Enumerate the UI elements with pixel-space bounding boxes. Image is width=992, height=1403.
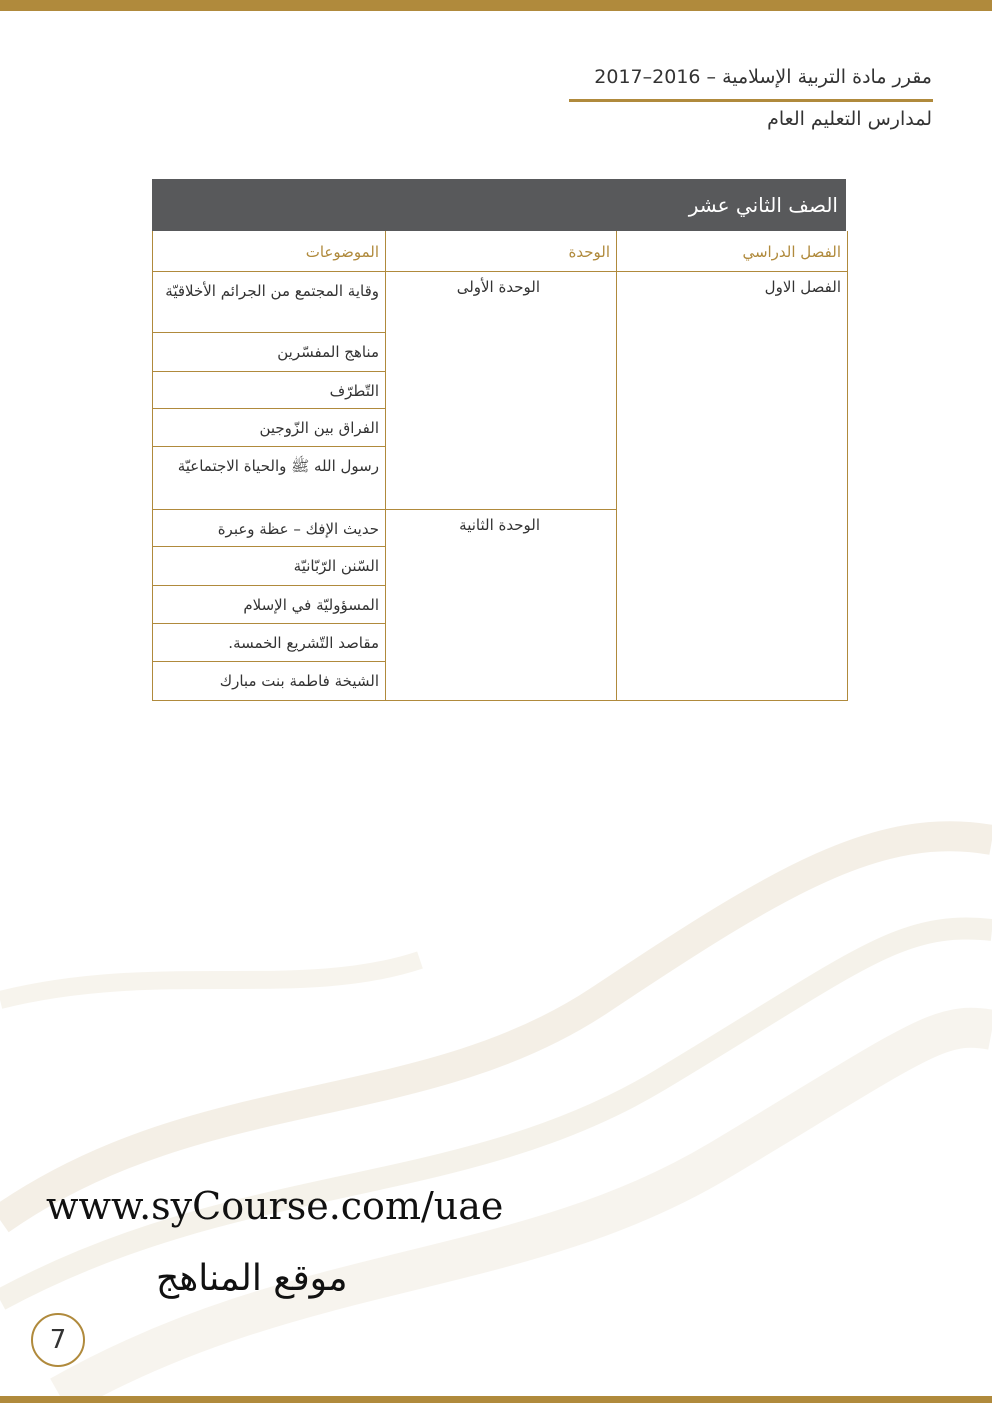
topic-cell: حديث الإفك – عظة وعبرة xyxy=(153,510,386,547)
topic-cell: مناهج المفسّرين xyxy=(153,333,386,372)
background-wave-decoration xyxy=(0,700,992,1396)
column-header-row xyxy=(153,231,848,272)
curriculum-table xyxy=(152,179,846,701)
term-cell: الفصل الاول xyxy=(617,272,848,701)
topic-cell: الشيخة فاطمة بنت مبارك xyxy=(153,662,386,701)
topic-cell: السّنن الرّبّانيّة xyxy=(153,547,386,586)
topic-cell: الفراق بين الزّوجين xyxy=(153,409,386,447)
site-name: موقع المناهج xyxy=(156,1258,348,1299)
top-accent-bar xyxy=(0,0,992,11)
column-header-term: الفصل الدراسي xyxy=(617,231,848,272)
topic-cell: وقاية المجتمع من الجرائم الأخلاقيّة xyxy=(153,272,386,333)
topics-table xyxy=(152,231,848,701)
topic-cell: مقاصد التّشريع الخمسة. xyxy=(153,624,386,662)
document-title: مقرر مادة التربية الإسلامية – 2016–2017 xyxy=(594,66,932,88)
unit-label: الوحدة الأولى xyxy=(456,278,540,296)
website-url: www.syCourse.com/uae xyxy=(46,1184,504,1228)
column-header-topics: الموضوعات xyxy=(153,231,386,272)
unit-label: الوحدة الثانية xyxy=(459,516,540,534)
document-subtitle: لمدارس التعليم العام xyxy=(767,108,932,130)
unit-cell-2 xyxy=(386,510,617,701)
header-divider xyxy=(569,99,933,102)
table-row xyxy=(153,272,848,333)
topic-cell: رسول الله ﷺ والحياة الاجتماعيّة xyxy=(153,447,386,510)
unit-cell-1 xyxy=(386,272,617,510)
topic-cell: التّطرّف xyxy=(153,372,386,409)
topic-cell: المسؤوليّة في الإسلام xyxy=(153,586,386,624)
grade-heading: الصف الثاني عشر xyxy=(152,179,846,231)
column-header-unit: الوحدة xyxy=(386,231,617,272)
page-number: 7 xyxy=(31,1313,85,1367)
bottom-accent-bar xyxy=(0,1396,992,1403)
